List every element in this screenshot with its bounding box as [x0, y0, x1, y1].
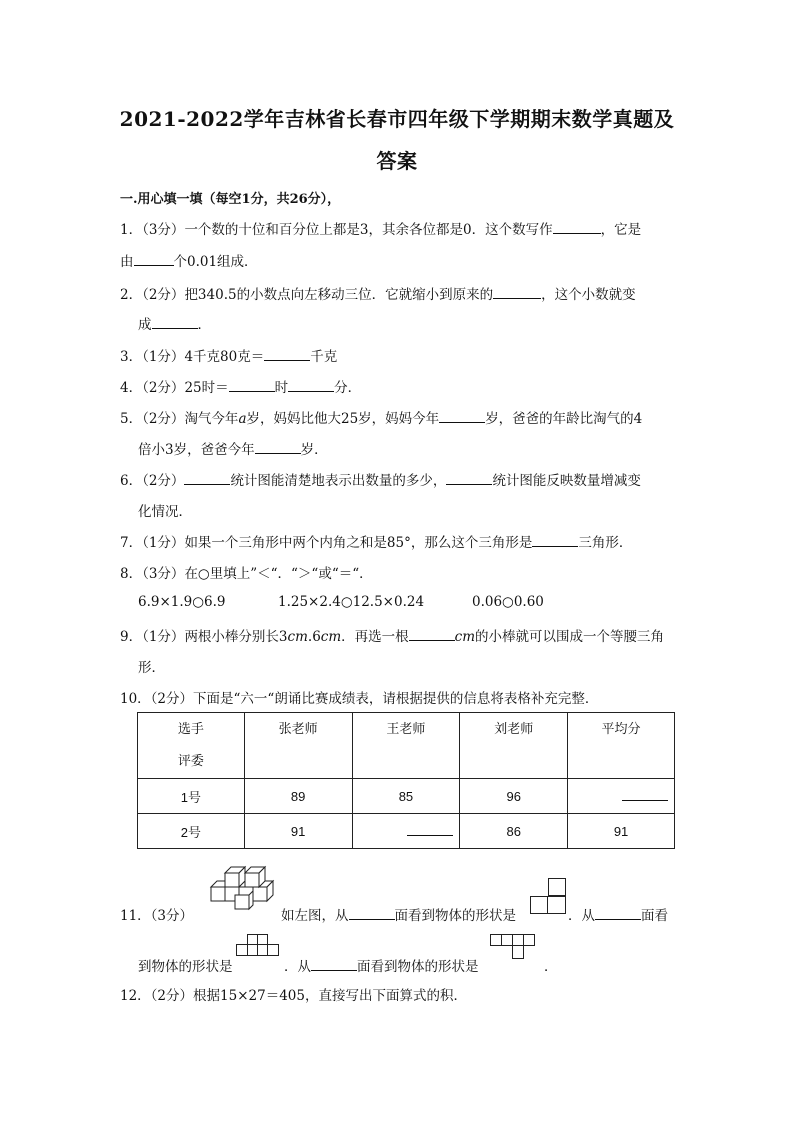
- table-row: [138, 814, 675, 849]
- expression-3: 0.06○0.60: [472, 594, 544, 610]
- question-9-line2: 形．: [138, 660, 165, 676]
- answer-blank[interactable]: [134, 253, 174, 266]
- answer-blank[interactable]: [288, 379, 334, 392]
- question-8: 8．（3分）在○里填上”＜“．“＞“或“＝“．: [120, 566, 373, 582]
- page-title-line1: 2021-2022学年吉林省长春市四年级下学期期末数学真题及: [119, 107, 675, 131]
- view-shape-2: [236, 934, 280, 962]
- table-cell-blank[interactable]: [568, 779, 675, 814]
- page-title-line2: 答案: [376, 149, 418, 173]
- question-6-line2: 化情况．: [138, 504, 192, 520]
- answer-blank[interactable]: [595, 907, 641, 920]
- table-cell: 91: [244, 814, 352, 849]
- table-header-row: [138, 713, 675, 779]
- table-cell: 91: [568, 814, 675, 849]
- answer-blank[interactable]: [622, 790, 668, 801]
- question-11-line2-tail: ．: [544, 959, 558, 975]
- row-label: 2号: [138, 814, 245, 849]
- section-heading: 一.用心填一填（每空1分，共26分），: [120, 192, 341, 207]
- question-number: 1．（3分）: [120, 222, 185, 238]
- answer-blank[interactable]: [532, 534, 578, 547]
- table-cell: 85: [352, 779, 460, 814]
- question-2-line2: 成 ．: [138, 317, 211, 333]
- answer-blank[interactable]: [184, 472, 230, 485]
- question-number: 4．（2分）: [120, 380, 185, 396]
- column-header: 刘老师: [494, 721, 534, 736]
- question-7: 7．（1分）如果一个三角形中两个内角之和是85°，那么这个三角形是 三角形．: [120, 535, 633, 551]
- table-cell: 96: [460, 779, 568, 814]
- answer-blank[interactable]: [409, 628, 455, 641]
- answer-blank[interactable]: [553, 221, 601, 234]
- table-cell-blank[interactable]: [352, 814, 460, 849]
- question-9-line1: 9．（1分）两根小棒分别长3cm.6cm．再选一根 cm的小棒就可以围成一个等腰三角: [120, 629, 665, 645]
- question-number: 10．（2分）: [120, 691, 194, 707]
- question-11-line1-tail: ．从 面看: [568, 908, 668, 924]
- question-11-line1-text: 如左图，从 面看到物体的形状是: [281, 908, 516, 924]
- answer-blank[interactable]: [152, 316, 198, 329]
- answer-blank[interactable]: [255, 441, 301, 454]
- question-2-line1: 2．（2分）把340.5的小数点向左移动三位．它就缩小到原来的 ，这个小数就变: [120, 287, 636, 303]
- row-label: 1号: [138, 779, 245, 814]
- question-number: 6．（2分）: [120, 473, 185, 489]
- table-corner-cell: 选手 评委: [138, 713, 245, 779]
- question-11-line2-mid: ．从 面看到物体的形状是: [284, 959, 479, 975]
- column-header: 平均分: [601, 721, 641, 736]
- question-11-line2: 到物体的形状是: [138, 959, 233, 975]
- view-shape-3: [490, 934, 536, 962]
- answer-blank[interactable]: [493, 286, 541, 299]
- question-1-line1: 1．（3分）一个数的十位和百分位上都是3，其余各位都是0．这个数写作 ，它是: [120, 222, 642, 238]
- question-number: 9．（1分）: [120, 629, 185, 645]
- answer-blank[interactable]: [229, 379, 275, 392]
- score-table: [137, 712, 675, 849]
- question-1-line2: 由 个0.01组成．: [120, 254, 258, 270]
- question-number: 5．（2分）: [120, 411, 185, 427]
- answer-blank[interactable]: [439, 410, 485, 423]
- column-header: 王老师: [386, 721, 426, 736]
- question-5-line1: 5．（2分）淘气今年a岁，妈妈比他大25岁，妈妈今年 岁，爸爸的年龄比淘气的4: [120, 411, 643, 427]
- question-number: 7．（1分）: [120, 535, 185, 551]
- question-12: 12．（2分）根据15×27＝405，直接写出下面算式的积．: [120, 988, 467, 1004]
- question-3: 3．（1分）4千克80克＝ 千克: [120, 349, 338, 365]
- column-header: 张老师: [278, 721, 318, 736]
- table-cell: 86: [460, 814, 568, 849]
- answer-blank[interactable]: [264, 348, 310, 361]
- question-6-line1: 6．（2分） 统计图能清楚地表示出数量的多少， 统计图能反映数量增减变: [120, 473, 641, 489]
- table-row: [138, 779, 675, 814]
- question-number: 11．（3分）: [120, 908, 194, 924]
- question-11-line1: [120, 904, 193, 924]
- expression-2: 1.25×2.4○12.5×0.24: [278, 594, 425, 610]
- question-4: 4．（2分）25时＝ 时 分．: [120, 380, 362, 396]
- cube-stack-figure: [205, 865, 280, 915]
- table-cell: 89: [244, 779, 352, 814]
- answer-blank[interactable]: [311, 958, 357, 971]
- question-number: 12．（2分）: [120, 988, 194, 1004]
- view-shape-1: [530, 878, 566, 914]
- question-10: 10．（2分）下面是“六一“朗诵比赛成绩表，请根据提供的信息将表格补充完整．: [120, 691, 599, 707]
- answer-blank[interactable]: [407, 825, 453, 836]
- question-number: 8．（3分）: [120, 566, 185, 582]
- answer-blank[interactable]: [446, 472, 492, 485]
- question-number: 3．（1分）: [120, 349, 185, 365]
- question-5-line2: 倍小3岁，爸爸今年 岁．: [138, 442, 328, 458]
- answer-blank[interactable]: [349, 907, 395, 920]
- expression-1: 6.9×1.9○6.9: [138, 594, 226, 610]
- question-number: 2．（2分）: [120, 287, 185, 303]
